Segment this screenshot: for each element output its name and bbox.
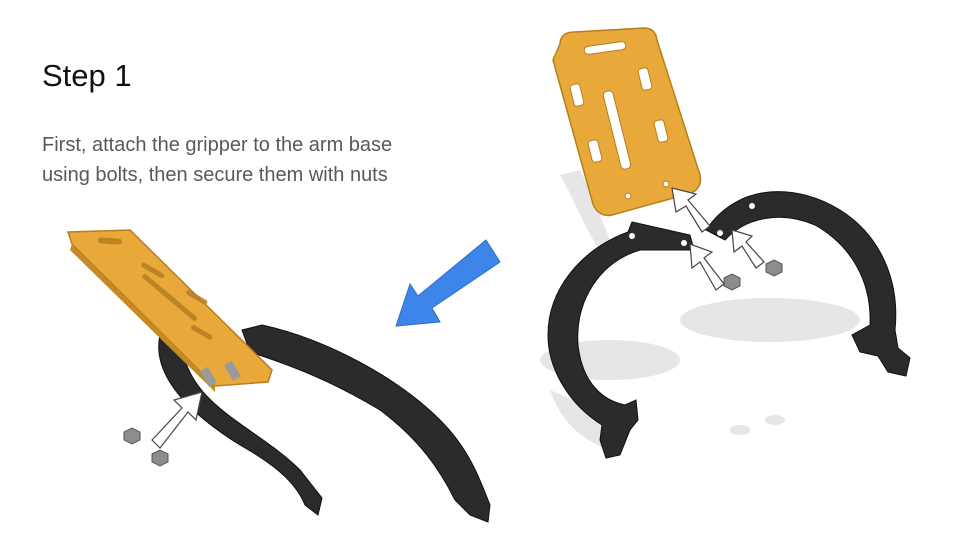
insert-arrow-bolt-1 [690,244,724,290]
insert-arrow-assembled [152,392,202,448]
description-line-1: First, attach the gripper to the arm base [42,134,393,156]
description-line-2: using bolts, then secure them with nuts [42,164,388,186]
exploded-view [540,28,910,458]
bolts-exploded [724,260,782,290]
insert-arrow-bolt-2 [732,230,764,268]
arrow-down-left-icon [396,240,500,326]
step-title: Step 1 [42,58,132,93]
assembled-view [68,230,490,522]
insert-arrow-plate [672,188,710,232]
arm-piece-right [242,325,490,522]
